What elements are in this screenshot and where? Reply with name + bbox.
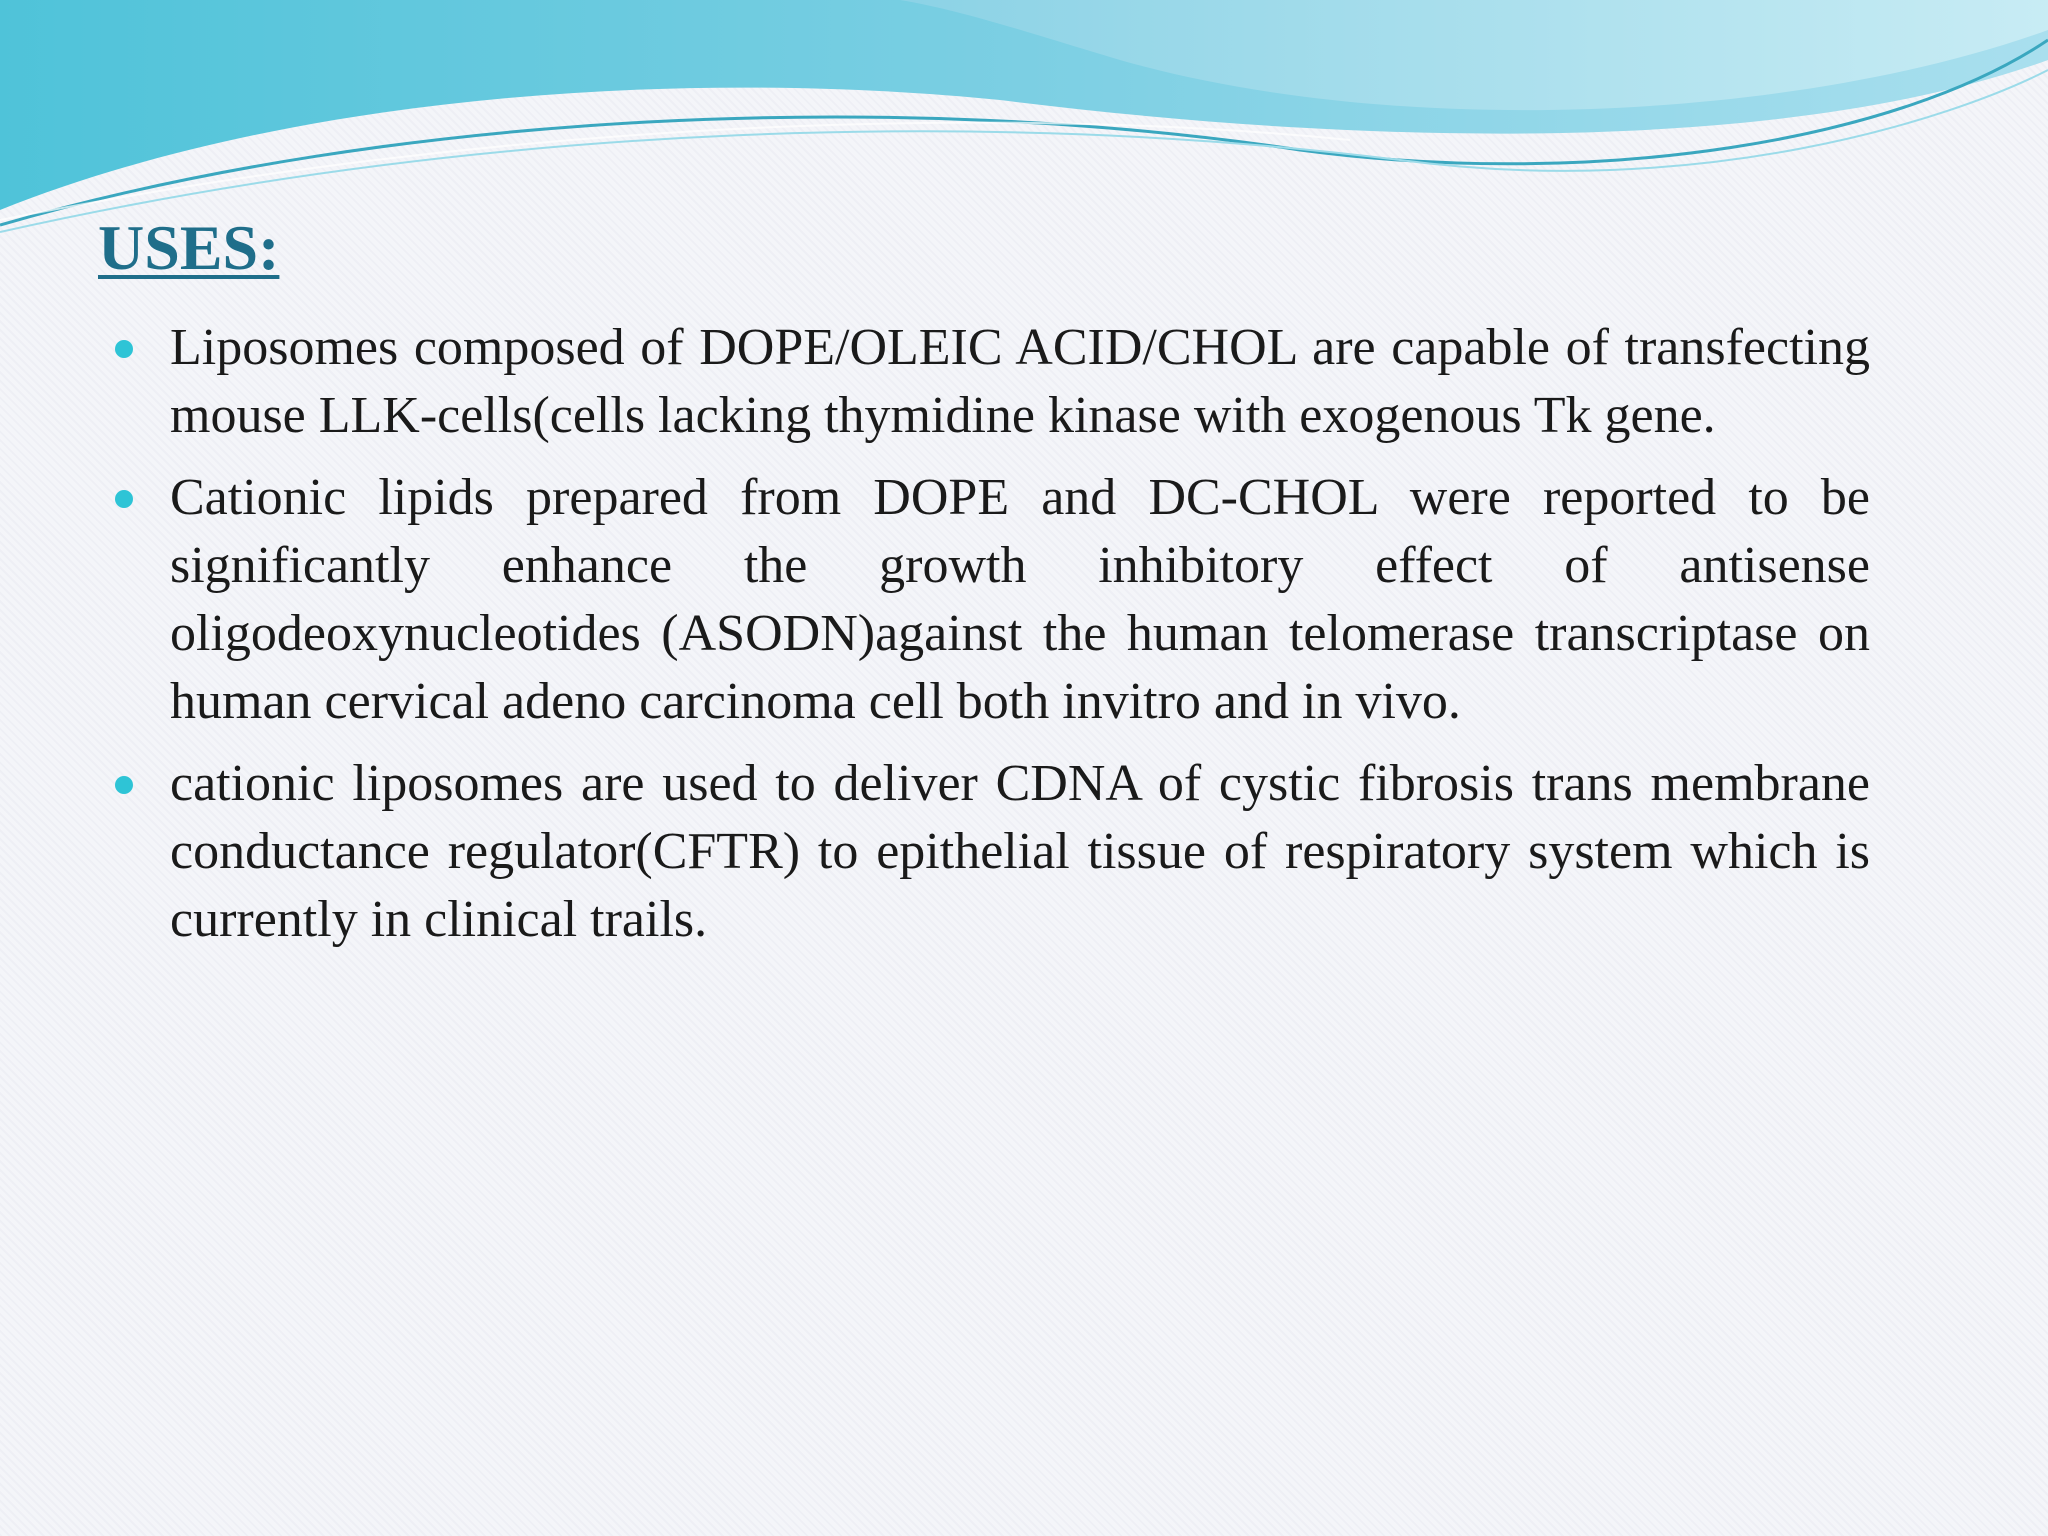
bullet-item <box>110 750 1870 954</box>
bullet-text: Cationic lipids prepared from DOPE and DC-CHOL were reported to be significantly enhance the growth inhibitory effect of antisense oligodeoxynucleotides (ASODN)against the human telomerase transcriptase on human cervical adeno carcinoma cell both invitro and in vivo. <box>170 469 1870 730</box>
bullet-dot-icon <box>115 490 133 508</box>
bullet-item <box>110 314 1870 450</box>
bullet-list <box>110 314 1870 968</box>
bullet-text: cationic liposomes are used to deliver CDNA of cystic fibrosis trans membrane conductance regulator(CFTR) to epithelial tissue of respiratory system which is currently in clinical trails. <box>170 755 1870 948</box>
bullet-item <box>110 464 1870 736</box>
header-wave-decoration <box>0 0 2048 240</box>
bullet-text: Liposomes composed of DOPE/OLEIC ACID/CHOL are capable of transfecting mouse LLK-cells(cells lacking thymidine kinase with exogenous Tk gene. <box>170 319 1870 444</box>
bullet-dot-icon <box>115 340 133 358</box>
slide-title: USES: <box>98 212 280 283</box>
bullet-dot-icon <box>115 776 133 794</box>
